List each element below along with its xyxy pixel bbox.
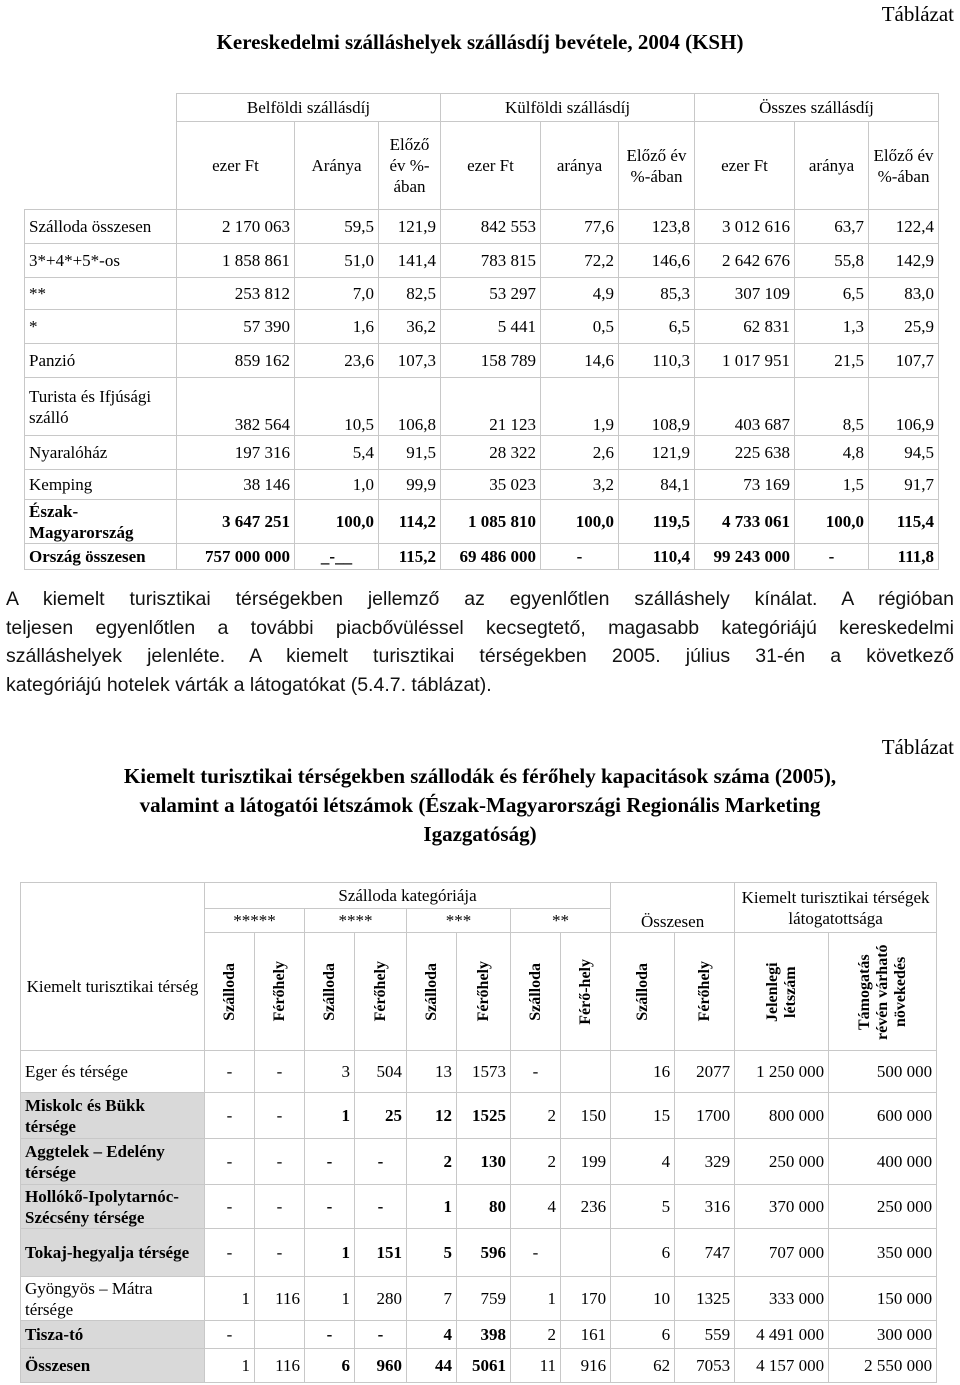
table-cell: 1 xyxy=(205,1277,255,1321)
table-row xyxy=(21,1229,937,1277)
table-cell: 13 xyxy=(407,1051,457,1093)
table-cell: 21,5 xyxy=(795,344,869,378)
table-cell: - xyxy=(355,1185,407,1229)
paragraph-line: kategóriájú hotelek várták a látogatókat (5.4.7. táblázat). xyxy=(6,673,492,696)
table-cell: 91,7 xyxy=(869,470,939,500)
vertical-header xyxy=(829,933,937,1051)
table-cell: 25 xyxy=(355,1093,407,1139)
row-label: Ország összesen xyxy=(25,544,177,570)
table-cell: 1 017 951 xyxy=(695,344,795,378)
row-label: Panzió xyxy=(25,344,177,378)
table-cell: 253 812 xyxy=(177,278,295,310)
table-cell: 8,5 xyxy=(795,378,869,436)
table-cell: - xyxy=(205,1229,255,1277)
table1-title: Kereskedelmi szálláshelyek szállásdíj bevétele, 2004 (KSH) xyxy=(216,30,744,54)
table-row xyxy=(25,310,939,344)
table-cell: 2,6 xyxy=(541,436,619,470)
vertical-header-text: Jelenlegi létszám xyxy=(763,961,799,1022)
table-cell: 1 xyxy=(305,1093,355,1139)
title-line: Igazgatóság) xyxy=(423,822,537,846)
sub-header: ezer Ft xyxy=(441,122,541,210)
table-cell: 2 550 000 xyxy=(829,1349,937,1383)
table-cell: 84,1 xyxy=(619,470,695,500)
row-label: Tisza-tó xyxy=(21,1321,205,1349)
table-cell: 2 170 063 xyxy=(177,210,295,244)
table-cell: 115,2 xyxy=(379,544,441,570)
sub-header: aránya xyxy=(795,122,869,210)
row-label: Gyöngyös – Mátra térsége xyxy=(21,1277,205,1321)
table-cell: 2077 xyxy=(675,1051,735,1093)
table-cell: 1525 xyxy=(457,1093,511,1139)
table-cell: 559 xyxy=(675,1321,735,1349)
table-cell: 80 xyxy=(457,1185,511,1229)
table-cell: 150 000 xyxy=(829,1277,937,1321)
table-cell: 44 xyxy=(407,1349,457,1383)
row-label: Észak-Magyarország xyxy=(25,500,177,544)
table-cell: 170 xyxy=(561,1277,611,1321)
table-row xyxy=(25,470,939,500)
table-cell: 280 xyxy=(355,1277,407,1321)
table-cell: 1573 xyxy=(457,1051,511,1093)
table-cell: 3 647 251 xyxy=(177,500,295,544)
table-cell: 55,8 xyxy=(795,244,869,278)
table2-label: Táblázat xyxy=(881,735,954,759)
table-row xyxy=(21,1139,937,1185)
table-cell: 197 316 xyxy=(177,436,295,470)
table-cell xyxy=(561,1051,611,1093)
table-cell: 106,8 xyxy=(379,378,441,436)
table-cell: 236 xyxy=(561,1185,611,1229)
table-cell: - xyxy=(511,1051,561,1093)
table-row xyxy=(25,436,939,470)
table-cell: 600 000 xyxy=(829,1093,937,1139)
table-cell: 38 146 xyxy=(177,470,295,500)
table-cell: 146,6 xyxy=(619,244,695,278)
table-cell: 4 157 000 xyxy=(735,1349,829,1383)
row-label: Aggtelek – Edelény térsége xyxy=(21,1139,205,1185)
table-cell: 116 xyxy=(255,1277,305,1321)
table-cell: 1 xyxy=(205,1349,255,1383)
table-cell: 504 xyxy=(355,1051,407,1093)
sub-header: Előző év %-ában xyxy=(869,122,939,210)
table-cell: 4 733 061 xyxy=(695,500,795,544)
paragraph-line: A kiemelt turisztikai térségekben jellemző az egyenlőtlen szálláshely kínálat. A régióban xyxy=(6,588,954,610)
table-row xyxy=(25,500,939,544)
table-cell: 10 xyxy=(611,1277,675,1321)
vertical-header xyxy=(205,933,255,1051)
table-cell: - xyxy=(355,1321,407,1349)
table-cell: 121,9 xyxy=(379,210,441,244)
table-cell: 199 xyxy=(561,1139,611,1185)
table-cell: 82,5 xyxy=(379,278,441,310)
table-cell: 5,4 xyxy=(295,436,379,470)
table-cell: 35 023 xyxy=(441,470,541,500)
row-label: Hollókő-Ipolytarnóc-Szécsény térsége xyxy=(21,1185,205,1229)
table-cell: 111,8 xyxy=(869,544,939,570)
table-cell: 783 815 xyxy=(441,244,541,278)
table-cell: 21 123 xyxy=(441,378,541,436)
table-cell: 1 085 810 xyxy=(441,500,541,544)
vertical-header xyxy=(355,933,407,1051)
table-cell: 122,4 xyxy=(869,210,939,244)
table-cell: 6 xyxy=(611,1229,675,1277)
table-cell: 1 xyxy=(305,1229,355,1277)
table-cell: 398 xyxy=(457,1321,511,1349)
table-row xyxy=(25,244,939,278)
table-cell: 6 xyxy=(305,1349,355,1383)
table-cell: 5 xyxy=(611,1185,675,1229)
row-label: ** xyxy=(25,278,177,310)
table-cell: 1325 xyxy=(675,1277,735,1321)
table-cell: 1 250 000 xyxy=(735,1051,829,1093)
table-cell: 707 000 xyxy=(735,1229,829,1277)
table-row xyxy=(21,1321,937,1349)
table-cell: 14,6 xyxy=(541,344,619,378)
sub-header: ezer Ft xyxy=(695,122,795,210)
table-cell: 142,9 xyxy=(869,244,939,278)
table-cell: 72,2 xyxy=(541,244,619,278)
table-cell: 106,9 xyxy=(869,378,939,436)
table-cell: 51,0 xyxy=(295,244,379,278)
table-cell: 4 xyxy=(511,1185,561,1229)
table-cell: 73 169 xyxy=(695,470,795,500)
category-header: ***** xyxy=(205,909,305,933)
group-header: Összes szállásdíj xyxy=(695,94,939,122)
table-cell: 2 xyxy=(511,1093,561,1139)
vertical-header-text: Férő-hely xyxy=(576,958,594,1025)
table-cell: 57 390 xyxy=(177,310,295,344)
table-cell: 4 491 000 xyxy=(735,1321,829,1349)
table-cell: 100,0 xyxy=(295,500,379,544)
table-row xyxy=(25,544,939,570)
table-cell: - xyxy=(255,1185,305,1229)
table-cell: 7053 xyxy=(675,1349,735,1383)
table-cell: - xyxy=(255,1229,305,1277)
table-row xyxy=(25,344,939,378)
row-label: Nyaralóház xyxy=(25,436,177,470)
row-label: 3*+4*+5*-os xyxy=(25,244,177,278)
table-cell: 2 xyxy=(511,1321,561,1349)
table-cell: 842 553 xyxy=(441,210,541,244)
table-cell: 62 xyxy=(611,1349,675,1383)
table-cell: 859 162 xyxy=(177,344,295,378)
row-label: Turista és Ifjúsági szálló xyxy=(25,378,177,436)
vertical-header xyxy=(611,933,675,1051)
table-cell: 99,9 xyxy=(379,470,441,500)
table-cell: - xyxy=(255,1051,305,1093)
table-cell: 1 858 861 xyxy=(177,244,295,278)
category-header: *** xyxy=(407,909,511,933)
table2-title xyxy=(20,762,940,849)
group-header: Külföldi szállásdíj xyxy=(441,94,695,122)
vertical-header xyxy=(511,933,561,1051)
table-cell: 150 xyxy=(561,1093,611,1139)
table-cell: 3 012 616 xyxy=(695,210,795,244)
table-cell: 329 xyxy=(675,1139,735,1185)
table-row xyxy=(25,378,939,436)
vertical-header-text: Szálloda xyxy=(220,962,238,1021)
table-cell: 350 000 xyxy=(829,1229,937,1277)
table-cell: 1700 xyxy=(675,1093,735,1139)
table-cell: 747 xyxy=(675,1229,735,1277)
table-cell: - xyxy=(205,1321,255,1349)
table-cell: 400 000 xyxy=(829,1139,937,1185)
table-cell: 62 831 xyxy=(695,310,795,344)
table-cell: - xyxy=(355,1139,407,1185)
table-cell: 59,5 xyxy=(295,210,379,244)
table-cell: 316 xyxy=(675,1185,735,1229)
table-cell: 11 xyxy=(511,1349,561,1383)
table-cell: 108,9 xyxy=(619,378,695,436)
row-label: Eger és térsége xyxy=(21,1051,205,1093)
table-cell: 94,5 xyxy=(869,436,939,470)
table-cell: 107,7 xyxy=(869,344,939,378)
table-cell: 83,0 xyxy=(869,278,939,310)
table-cell: 916 xyxy=(561,1349,611,1383)
vertical-header-text: Szálloda xyxy=(526,962,544,1021)
table-cell: 91,5 xyxy=(379,436,441,470)
sub-header: ezer Ft xyxy=(177,122,295,210)
vertical-header xyxy=(407,933,457,1051)
table-cell: 63,7 xyxy=(795,210,869,244)
table-row xyxy=(21,1051,937,1093)
table-cell: 115,4 xyxy=(869,500,939,544)
table-cell: 25,9 xyxy=(869,310,939,344)
table-cell: 158 789 xyxy=(441,344,541,378)
table-cell: 2 642 676 xyxy=(695,244,795,278)
table-cell: 116 xyxy=(255,1349,305,1383)
table-cell: 2 xyxy=(407,1139,457,1185)
table-cell: - xyxy=(305,1185,355,1229)
table-cell: 16 xyxy=(611,1051,675,1093)
vertical-header-text: Szálloda xyxy=(633,962,651,1021)
category-header: **** xyxy=(305,909,407,933)
table-cell: 250 000 xyxy=(829,1185,937,1229)
table-cell: 151 xyxy=(355,1229,407,1277)
table-cell: 100,0 xyxy=(795,500,869,544)
table-cell: 6 xyxy=(611,1321,675,1349)
table-cell: 3,2 xyxy=(541,470,619,500)
table-cell: 130 xyxy=(457,1139,511,1185)
vertical-header xyxy=(561,933,611,1051)
table-cell: - xyxy=(255,1093,305,1139)
table-cell: 4 xyxy=(407,1321,457,1349)
sub-header: Előző év %-ában xyxy=(619,122,695,210)
table-cell: 85,3 xyxy=(619,278,695,310)
table-cell: 0,5 xyxy=(541,310,619,344)
vertical-header-text: Férőhely xyxy=(474,961,492,1022)
title-line: valamint a látogatói létszámok (Észak-Magyarországi Regionális Marketing xyxy=(139,793,821,817)
table-cell: 250 000 xyxy=(735,1139,829,1185)
table-row xyxy=(25,210,939,244)
table-cell: 759 xyxy=(457,1277,511,1321)
table-cell: 10,5 xyxy=(295,378,379,436)
table-cell: 6,5 xyxy=(619,310,695,344)
table-cell: 6,5 xyxy=(795,278,869,310)
table-cell: 300 000 xyxy=(829,1321,937,1349)
table-cell: 757 000 000 xyxy=(177,544,295,570)
table-row xyxy=(25,278,939,310)
table-cell: 1,0 xyxy=(295,470,379,500)
hotel-capacity-table xyxy=(20,882,937,1383)
table-cell: 121,9 xyxy=(619,436,695,470)
table-cell: 3 xyxy=(305,1051,355,1093)
table-cell: 161 xyxy=(561,1321,611,1349)
vertical-header-text: Szálloda xyxy=(422,962,440,1021)
table-cell: 119,5 xyxy=(619,500,695,544)
table-cell: 2 xyxy=(511,1139,561,1185)
vertical-header-text: Férőhely xyxy=(695,961,713,1022)
sub-header: aránya xyxy=(541,122,619,210)
vertical-header xyxy=(255,933,305,1051)
table1-label: Táblázat xyxy=(881,2,954,26)
table-cell: 77,6 xyxy=(541,210,619,244)
table-cell: 1,5 xyxy=(795,470,869,500)
vertical-header-text: Szálloda xyxy=(320,962,338,1021)
table-cell: 123,8 xyxy=(619,210,695,244)
table-row xyxy=(21,1349,937,1383)
table-cell: 4 xyxy=(611,1139,675,1185)
table-cell: 225 638 xyxy=(695,436,795,470)
vertical-header xyxy=(675,933,735,1051)
table-cell: - xyxy=(205,1185,255,1229)
vertical-header xyxy=(457,933,511,1051)
table-cell: 5061 xyxy=(457,1349,511,1383)
table-cell: 107,3 xyxy=(379,344,441,378)
table-cell: 1 xyxy=(511,1277,561,1321)
table-cell: 114,2 xyxy=(379,500,441,544)
row-label: Miskolc és Bükk térsége xyxy=(21,1093,205,1139)
revenue-table xyxy=(24,93,939,570)
table-cell: 1,3 xyxy=(795,310,869,344)
table-cell: 800 000 xyxy=(735,1093,829,1139)
corner-header: Kiemelt turisztikai térség xyxy=(21,883,205,1051)
group-header: Belföldi szállásdíj xyxy=(177,94,441,122)
table-cell: 5 xyxy=(407,1229,457,1277)
table-row xyxy=(21,1185,937,1229)
sub-header: Aránya xyxy=(295,122,379,210)
table-cell: 69 486 000 xyxy=(441,544,541,570)
table-cell: 382 564 xyxy=(177,378,295,436)
table-cell: 53 297 xyxy=(441,278,541,310)
table-cell: - xyxy=(205,1093,255,1139)
vertical-header xyxy=(305,933,355,1051)
table-cell: 596 xyxy=(457,1229,511,1277)
table-cell: 5 441 xyxy=(441,310,541,344)
row-label: * xyxy=(25,310,177,344)
category-group-header: Szálloda kategóriája xyxy=(205,883,611,909)
body-paragraph xyxy=(6,585,954,699)
title-line: Kiemelt turisztikai térségekben szállodák és férőhely kapacitások száma (2005), xyxy=(123,764,837,788)
row-label: Szálloda összesen xyxy=(25,210,177,244)
table-cell: 15 xyxy=(611,1093,675,1139)
table-cell: 110,3 xyxy=(619,344,695,378)
table-cell: - xyxy=(255,1139,305,1185)
table-cell: 403 687 xyxy=(695,378,795,436)
table-cell xyxy=(561,1229,611,1277)
table-row xyxy=(21,1277,937,1321)
row-label: Tokaj-hegyalja térsége xyxy=(21,1229,205,1277)
row-label: Összesen xyxy=(21,1349,205,1383)
vertical-header xyxy=(735,933,829,1051)
table-cell: 110,4 xyxy=(619,544,695,570)
table-cell: 307 109 xyxy=(695,278,795,310)
table-row xyxy=(21,1093,937,1139)
vertical-header-text: Férőhely xyxy=(371,961,389,1022)
table-cell: 500 000 xyxy=(829,1051,937,1093)
table-cell: 36,2 xyxy=(379,310,441,344)
corner-cell xyxy=(25,94,177,210)
table-cell: 7 xyxy=(407,1277,457,1321)
table-cell: 370 000 xyxy=(735,1185,829,1229)
vertical-header-text: Férőhely xyxy=(270,961,288,1022)
paragraph-line: teljesen egyenlőtlen a további piacbővüléssel kecsegtető, magasabb kategóriájú kereskedelmi xyxy=(6,616,954,639)
table-cell: 28 322 xyxy=(441,436,541,470)
table-cell: 960 xyxy=(355,1349,407,1383)
table-cell: 1 xyxy=(407,1185,457,1229)
table-cell: - xyxy=(205,1051,255,1093)
table-cell: - xyxy=(305,1139,355,1185)
table-cell: 100,0 xyxy=(541,500,619,544)
row-label: Kemping xyxy=(25,470,177,500)
table-cell: 1,6 xyxy=(295,310,379,344)
table-cell: 4,9 xyxy=(541,278,619,310)
table-cell: 12 xyxy=(407,1093,457,1139)
table-cell: - xyxy=(795,544,869,570)
table-cell xyxy=(255,1321,305,1349)
table-cell: 23,6 xyxy=(295,344,379,378)
table-cell: 1,9 xyxy=(541,378,619,436)
table-cell: 141,4 xyxy=(379,244,441,278)
total-header: Összesen xyxy=(611,883,735,933)
table-cell: - xyxy=(511,1229,561,1277)
table-cell: 1 xyxy=(305,1277,355,1321)
table-cell: 7,0 xyxy=(295,278,379,310)
visitors-group-header: Kiemelt turisztikai térségek látogatottsága xyxy=(735,883,937,933)
table-cell: 333 000 xyxy=(735,1277,829,1321)
table-cell: - xyxy=(541,544,619,570)
vertical-header-text: Támogatás révén várható növekedés xyxy=(855,943,909,1040)
paragraph-line: szálláshelyek jelenléte. A kiemelt turisztikai térségekben 2005. július 31-én a következő xyxy=(6,645,954,667)
table-cell: - xyxy=(305,1321,355,1349)
table-cell: - xyxy=(205,1139,255,1185)
table-cell: 99 243 000 xyxy=(695,544,795,570)
table-cell: _-__ xyxy=(295,544,379,570)
category-header: ** xyxy=(511,909,611,933)
sub-header: Előző év %-ában xyxy=(379,122,441,210)
table-cell: 4,8 xyxy=(795,436,869,470)
